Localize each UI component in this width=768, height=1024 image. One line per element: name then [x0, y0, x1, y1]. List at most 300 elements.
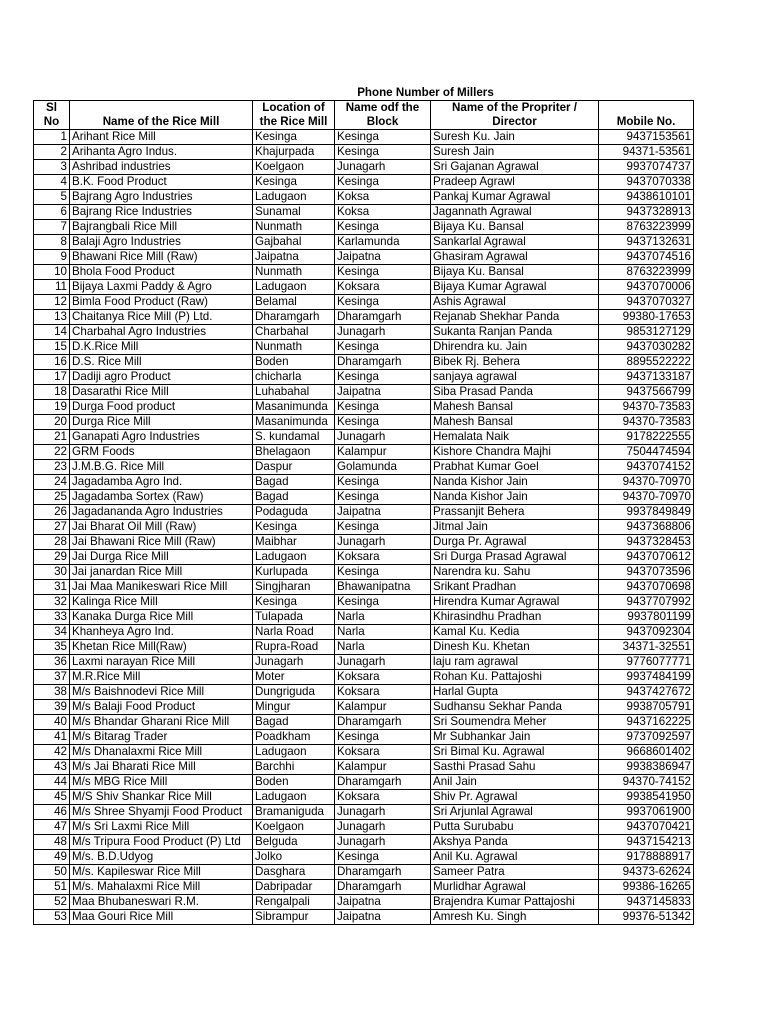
table-row	[34, 580, 694, 595]
cell-mobile: 9437070612	[599, 550, 694, 565]
cell-director: Kamal Ku. Kedia	[431, 625, 599, 640]
cell-director: Sasthi Prasad Sahu	[431, 760, 599, 775]
cell-mobile: 94370-70970	[599, 490, 694, 505]
cell-mobile: 9437566799	[599, 385, 694, 400]
cell-mill-name: Kalinga Rice Mill	[70, 595, 253, 610]
cell-mill-name: B.K. Food Product	[70, 175, 253, 190]
cell-location: Koelgaon	[253, 160, 335, 175]
cell-location: Dungriguda	[253, 685, 335, 700]
cell-block: Junagarh	[335, 430, 431, 445]
cell-location: Khajurpada	[253, 145, 335, 160]
cell-sl: 25	[34, 490, 70, 505]
cell-sl: 3	[34, 160, 70, 175]
cell-director: Rohan Ku. Pattajoshi	[431, 670, 599, 685]
cell-location: Ladugaon	[253, 550, 335, 565]
cell-location: S. kundamal	[253, 430, 335, 445]
cell-block: Kesinga	[335, 475, 431, 490]
cell-block: Dharamgarh	[335, 355, 431, 370]
cell-block: Koksara	[335, 670, 431, 685]
cell-sl: 34	[34, 625, 70, 640]
cell-sl: 29	[34, 550, 70, 565]
cell-block: Kalampur	[335, 760, 431, 775]
cell-director: Harlal Gupta	[431, 685, 599, 700]
cell-location: Rengalpali	[253, 895, 335, 910]
cell-block: Koksara	[335, 790, 431, 805]
cell-sl: 36	[34, 655, 70, 670]
cell-block: Junagarh	[335, 805, 431, 820]
cell-block: Dharamgarh	[335, 880, 431, 895]
cell-mill-name: Jagadananda Agro Industries	[70, 505, 253, 520]
cell-director: Sri Gajanan Agrawal	[431, 160, 599, 175]
cell-director: Bibek Rj. Behera	[431, 355, 599, 370]
cell-mobile: 9437132631	[599, 235, 694, 250]
cell-mobile: 94370-73583	[599, 400, 694, 415]
cell-block: Koksa	[335, 190, 431, 205]
cell-location: Gajbahal	[253, 235, 335, 250]
cell-location: Kesinga	[253, 520, 335, 535]
cell-sl: 30	[34, 565, 70, 580]
cell-sl: 9	[34, 250, 70, 265]
cell-mill-name: Balaji Agro Industries	[70, 235, 253, 250]
cell-sl: 26	[34, 505, 70, 520]
cell-mobile: 9437092304	[599, 625, 694, 640]
cell-mobile: 99386-16265	[599, 880, 694, 895]
cell-location: Jolko	[253, 850, 335, 865]
cell-block: Junagarh	[335, 835, 431, 850]
table-row	[34, 415, 694, 430]
cell-sl: 20	[34, 415, 70, 430]
cell-director: Bijaya Kumar Agrawal	[431, 280, 599, 295]
cell-mill-name: M/S Shiv Shankar Rice Mill	[70, 790, 253, 805]
header-location-line1: Location of	[253, 101, 335, 116]
table-row	[34, 325, 694, 340]
cell-mobile: 9938541950	[599, 790, 694, 805]
cell-mill-name: Dasarathi Rice Mill	[70, 385, 253, 400]
cell-mobile: 9437030282	[599, 340, 694, 355]
table-row	[34, 130, 694, 145]
cell-location: Kesinga	[253, 595, 335, 610]
cell-director: Amresh Ku. Singh	[431, 910, 599, 925]
cell-location: Dharamgarh	[253, 310, 335, 325]
cell-mill-name: Jai Durga Rice Mill	[70, 550, 253, 565]
cell-location: Masanimunda	[253, 400, 335, 415]
cell-mobile: 9937849849	[599, 505, 694, 520]
cell-sl: 40	[34, 715, 70, 730]
cell-mobile: 9437154213	[599, 835, 694, 850]
cell-block: Kesinga	[335, 265, 431, 280]
table-row	[34, 745, 694, 760]
cell-mill-name: Chaitanya Rice Mill (P) Ltd.	[70, 310, 253, 325]
cell-location: Daspur	[253, 460, 335, 475]
cell-mobile: 9437153561	[599, 130, 694, 145]
cell-block: Koksara	[335, 550, 431, 565]
cell-block: Dharamgarh	[335, 865, 431, 880]
cell-mill-name: Arihant Rice Mill	[70, 130, 253, 145]
cell-mobile: 9938386947	[599, 760, 694, 775]
cell-location: chicharla	[253, 370, 335, 385]
table-row	[34, 775, 694, 790]
cell-director: Sukanta Ranjan Panda	[431, 325, 599, 340]
cell-mobile: 9438610101	[599, 190, 694, 205]
cell-mill-name: M/s Dhanalaxmi Rice Mill	[70, 745, 253, 760]
header-director-line1: Name of the Propriter /	[431, 101, 599, 116]
cell-location: Luhabahal	[253, 385, 335, 400]
cell-block: Junagarh	[335, 325, 431, 340]
cell-sl: 22	[34, 445, 70, 460]
cell-sl: 48	[34, 835, 70, 850]
cell-mobile: 9437070006	[599, 280, 694, 295]
cell-location: Narla Road	[253, 625, 335, 640]
cell-mill-name: Jai Maa Manikeswari Rice Mill	[70, 580, 253, 595]
cell-location: Moter	[253, 670, 335, 685]
cell-director: Prabhat Kumar Goel	[431, 460, 599, 475]
cell-director: Pradeep Agrawl	[431, 175, 599, 190]
cell-sl: 41	[34, 730, 70, 745]
cell-block: Kesinga	[335, 370, 431, 385]
cell-mill-name: M/s. Mahalaxmi Rice Mill	[70, 880, 253, 895]
cell-block: Jaipatna	[335, 385, 431, 400]
cell-director: Sankarlal Agrawal	[431, 235, 599, 250]
table-row	[34, 835, 694, 850]
table-row	[34, 460, 694, 475]
cell-location: Boden	[253, 355, 335, 370]
cell-mobile: 9437707992	[599, 595, 694, 610]
cell-mobile: 9737092597	[599, 730, 694, 745]
cell-mill-name: Charbahal Agro Industries	[70, 325, 253, 340]
cell-block: Jaipatna	[335, 505, 431, 520]
millers-table	[33, 86, 694, 925]
cell-block: Kesinga	[335, 850, 431, 865]
cell-block: Kesinga	[335, 145, 431, 160]
cell-director: Jitmal Jain	[431, 520, 599, 535]
cell-mobile: 9937801199	[599, 610, 694, 625]
cell-sl: 19	[34, 400, 70, 415]
table-row	[34, 565, 694, 580]
cell-mobile: 99380-17653	[599, 310, 694, 325]
cell-director: Rejanab Shekhar Panda	[431, 310, 599, 325]
cell-mill-name: Bhola Food Product	[70, 265, 253, 280]
cell-sl: 31	[34, 580, 70, 595]
cell-location: Bagad	[253, 490, 335, 505]
cell-block: Dharamgarh	[335, 310, 431, 325]
cell-sl: 52	[34, 895, 70, 910]
cell-location: Poadkham	[253, 730, 335, 745]
cell-mobile: 34371-32551	[599, 640, 694, 655]
cell-sl: 2	[34, 145, 70, 160]
cell-mill-name: M/s Baishnodevi Rice Mill	[70, 685, 253, 700]
cell-location: Ladugaon	[253, 790, 335, 805]
table-row	[34, 160, 694, 175]
header-sl-line1: Sl	[34, 101, 70, 116]
cell-location: Ladugaon	[253, 280, 335, 295]
cell-sl: 47	[34, 820, 70, 835]
cell-mill-name: J.M.B.G. Rice Mill	[70, 460, 253, 475]
cell-mill-name: Khanheya Agro Ind.	[70, 625, 253, 640]
table-row	[34, 655, 694, 670]
cell-block: Koksa	[335, 205, 431, 220]
table-row	[34, 265, 694, 280]
cell-sl: 1	[34, 130, 70, 145]
cell-sl: 16	[34, 355, 70, 370]
cell-mobile: 9437074516	[599, 250, 694, 265]
cell-mill-name: M/s. B.D.Udyog	[70, 850, 253, 865]
cell-sl: 8	[34, 235, 70, 250]
cell-block: Kesinga	[335, 130, 431, 145]
cell-director: Mahesh Bansal	[431, 415, 599, 430]
cell-mobile: 94371-53561	[599, 145, 694, 160]
cell-mill-name: Ganapati Agro Industries	[70, 430, 253, 445]
cell-director: Siba Prasad Panda	[431, 385, 599, 400]
table-row	[34, 400, 694, 415]
cell-sl: 6	[34, 205, 70, 220]
cell-block: Dharamgarh	[335, 775, 431, 790]
table-row	[34, 865, 694, 880]
cell-mobile: 9776077771	[599, 655, 694, 670]
cell-mobile: 94370-70970	[599, 475, 694, 490]
table-body	[34, 130, 694, 925]
cell-location: Masanimunda	[253, 415, 335, 430]
table-row	[34, 850, 694, 865]
cell-director: Bijaya Ku. Bansal	[431, 265, 599, 280]
cell-sl: 7	[34, 220, 70, 235]
cell-sl: 46	[34, 805, 70, 820]
cell-sl: 13	[34, 310, 70, 325]
cell-location: Mingur	[253, 700, 335, 715]
cell-director: Nanda Kishor Jain	[431, 475, 599, 490]
cell-mill-name: M/s Bitarag Trader	[70, 730, 253, 745]
cell-block: Karlamunda	[335, 235, 431, 250]
cell-mill-name: Jai Bharat Oil Mill (Raw)	[70, 520, 253, 535]
cell-block: Kesinga	[335, 595, 431, 610]
cell-mobile: 9437162225	[599, 715, 694, 730]
cell-director: Prassanjit Behera	[431, 505, 599, 520]
cell-mill-name: Jai janardan Rice Mill	[70, 565, 253, 580]
cell-director: Sri Bimal Ku. Agrawal	[431, 745, 599, 760]
cell-block: Golamunda	[335, 460, 431, 475]
table-row	[34, 220, 694, 235]
cell-mill-name: Bajrangbali Rice Mill	[70, 220, 253, 235]
cell-director: Murlidhar Agrawal	[431, 880, 599, 895]
cell-mobile: 94370-73583	[599, 415, 694, 430]
cell-location: Koelgaon	[253, 820, 335, 835]
cell-block: Kalampur	[335, 445, 431, 460]
table-row	[34, 280, 694, 295]
header-mobile: Mobile No.	[599, 115, 694, 130]
table-row	[34, 205, 694, 220]
cell-sl: 42	[34, 745, 70, 760]
cell-sl: 27	[34, 520, 70, 535]
cell-sl: 15	[34, 340, 70, 355]
cell-mill-name: Laxmi narayan Rice Mill	[70, 655, 253, 670]
cell-sl: 51	[34, 880, 70, 895]
cell-director: Suresh Jain	[431, 145, 599, 160]
cell-sl: 45	[34, 790, 70, 805]
cell-block: Koksara	[335, 745, 431, 760]
cell-mill-name: Khetan Rice Mill(Raw)	[70, 640, 253, 655]
header-name: Name of the Rice Mill	[70, 115, 253, 130]
cell-block: Jaipatna	[335, 250, 431, 265]
table-row	[34, 685, 694, 700]
cell-location: Barchhi	[253, 760, 335, 775]
table-row	[34, 505, 694, 520]
cell-mobile: 9437427672	[599, 685, 694, 700]
cell-location: Maibhar	[253, 535, 335, 550]
cell-mobile: 9437070327	[599, 295, 694, 310]
cell-mobile: 8763223999	[599, 265, 694, 280]
cell-director: sanjaya agrawal	[431, 370, 599, 385]
table-row	[34, 910, 694, 925]
table-row	[34, 880, 694, 895]
cell-mobile: 9437073596	[599, 565, 694, 580]
cell-mobile: 9668601402	[599, 745, 694, 760]
cell-sl: 43	[34, 760, 70, 775]
cell-director: Sri Durga Prasad Agrawal	[431, 550, 599, 565]
table-row	[34, 895, 694, 910]
table-row	[34, 760, 694, 775]
cell-director: Mr Subhankar Jain	[431, 730, 599, 745]
cell-mill-name: M/s Tripura Food Product (P) Ltd	[70, 835, 253, 850]
cell-mill-name: M/s Balaji Food Product	[70, 700, 253, 715]
cell-block: Kesinga	[335, 730, 431, 745]
cell-block: Junagarh	[335, 160, 431, 175]
header-block-line1: Name odf the	[335, 101, 431, 116]
cell-location: Bramaniguda	[253, 805, 335, 820]
cell-director: Ghasiram Agrawal	[431, 250, 599, 265]
cell-location: Boden	[253, 775, 335, 790]
cell-director: Dhirendra ku. Jain	[431, 340, 599, 355]
cell-mobile: 94373-62624	[599, 865, 694, 880]
cell-block: Jaipatna	[335, 910, 431, 925]
cell-location: Dabripadar	[253, 880, 335, 895]
cell-location: Belamal	[253, 295, 335, 310]
table-row	[34, 790, 694, 805]
table-row	[34, 550, 694, 565]
cell-sl: 10	[34, 265, 70, 280]
cell-director: Dinesh Ku. Khetan	[431, 640, 599, 655]
cell-sl: 28	[34, 535, 70, 550]
cell-mill-name: Maa Gouri Rice Mill	[70, 910, 253, 925]
table-row	[34, 385, 694, 400]
cell-mill-name: D.S. Rice Mill	[70, 355, 253, 370]
cell-location: Kesinga	[253, 130, 335, 145]
cell-block: Junagarh	[335, 655, 431, 670]
table-row	[34, 670, 694, 685]
table-row	[34, 490, 694, 505]
cell-director: Brajendra Kumar Pattajoshi	[431, 895, 599, 910]
cell-block: Narla	[335, 625, 431, 640]
cell-director: Durga Pr. Agrawal	[431, 535, 599, 550]
cell-director: Pankaj Kumar Agrawal	[431, 190, 599, 205]
cell-sl: 21	[34, 430, 70, 445]
table-row	[34, 340, 694, 355]
cell-block: Dharamgarh	[335, 715, 431, 730]
cell-mill-name: Bijaya Laxmi Paddy & Agro	[70, 280, 253, 295]
cell-mill-name: Jai Bhawani Rice Mill (Raw)	[70, 535, 253, 550]
table-row	[34, 715, 694, 730]
table-row	[34, 310, 694, 325]
cell-location: Tulapada	[253, 610, 335, 625]
cell-mill-name: GRM Foods	[70, 445, 253, 460]
cell-mill-name: Jagadamba Agro Ind.	[70, 475, 253, 490]
cell-director: Khirasindhu Pradhan	[431, 610, 599, 625]
cell-location: Ladugaon	[253, 745, 335, 760]
cell-mobile: 8895522222	[599, 355, 694, 370]
cell-location: Bagad	[253, 715, 335, 730]
cell-mill-name: Dadiji agro Product	[70, 370, 253, 385]
cell-block: Koksara	[335, 685, 431, 700]
table-row	[34, 520, 694, 535]
cell-director: Hirendra Kumar Agrawal	[431, 595, 599, 610]
table-row	[34, 355, 694, 370]
cell-mobile: 9937061900	[599, 805, 694, 820]
cell-director: Sudhansu Sekhar Panda	[431, 700, 599, 715]
cell-director: Anil Ku. Agrawal	[431, 850, 599, 865]
cell-director: Narendra ku. Sahu	[431, 565, 599, 580]
cell-location: Charbahal	[253, 325, 335, 340]
cell-block: Kesinga	[335, 220, 431, 235]
cell-sl: 11	[34, 280, 70, 295]
cell-sl: 5	[34, 190, 70, 205]
cell-mobile: 9937484199	[599, 670, 694, 685]
cell-sl: 35	[34, 640, 70, 655]
cell-director: Sri Arjunlal Agrawal	[431, 805, 599, 820]
cell-location: Junagarh	[253, 655, 335, 670]
cell-location: Bagad	[253, 475, 335, 490]
cell-mobile: 94370-74152	[599, 775, 694, 790]
cell-director: Putta Surubabu	[431, 820, 599, 835]
cell-director: Bijaya Ku. Bansal	[431, 220, 599, 235]
cell-mobile: 9937074737	[599, 160, 694, 175]
cell-director: Hemalata Naik	[431, 430, 599, 445]
cell-block: Kesinga	[335, 295, 431, 310]
cell-mill-name: Maa Bhubaneswari R.M.	[70, 895, 253, 910]
cell-mobile: 9437133187	[599, 370, 694, 385]
cell-block: Narla	[335, 610, 431, 625]
table-row	[34, 190, 694, 205]
cell-mill-name: Jagadamba Sortex (Raw)	[70, 490, 253, 505]
table-row	[34, 700, 694, 715]
page-title: Phone Number of Millers	[357, 86, 494, 99]
cell-location: Nunmath	[253, 220, 335, 235]
cell-sl: 14	[34, 325, 70, 340]
cell-block: Kesinga	[335, 520, 431, 535]
cell-block: Koksara	[335, 280, 431, 295]
cell-mill-name: M/s MBG Rice Mill	[70, 775, 253, 790]
cell-director: Nanda Kishor Jain	[431, 490, 599, 505]
cell-director: Shiv Pr. Agrawal	[431, 790, 599, 805]
cell-block: Junagarh	[335, 820, 431, 835]
table-row	[34, 535, 694, 550]
cell-sl: 38	[34, 685, 70, 700]
cell-block: Kesinga	[335, 175, 431, 190]
table-row	[34, 235, 694, 250]
cell-mill-name: Ashribad industries	[70, 160, 253, 175]
table-row	[34, 805, 694, 820]
cell-mill-name: Durga Food product	[70, 400, 253, 415]
cell-mobile: 9853127129	[599, 325, 694, 340]
cell-block: Jaipatna	[335, 895, 431, 910]
cell-director: Jagannath Agrawal	[431, 205, 599, 220]
cell-sl: 53	[34, 910, 70, 925]
table-row	[34, 610, 694, 625]
cell-mobile: 99376-51342	[599, 910, 694, 925]
cell-mill-name: Kanaka Durga Rice Mill	[70, 610, 253, 625]
cell-director: laju ram agrawal	[431, 655, 599, 670]
cell-sl: 37	[34, 670, 70, 685]
cell-mobile: 9938705791	[599, 700, 694, 715]
cell-location: Belguda	[253, 835, 335, 850]
cell-mill-name: Arihanta Agro Indus.	[70, 145, 253, 160]
